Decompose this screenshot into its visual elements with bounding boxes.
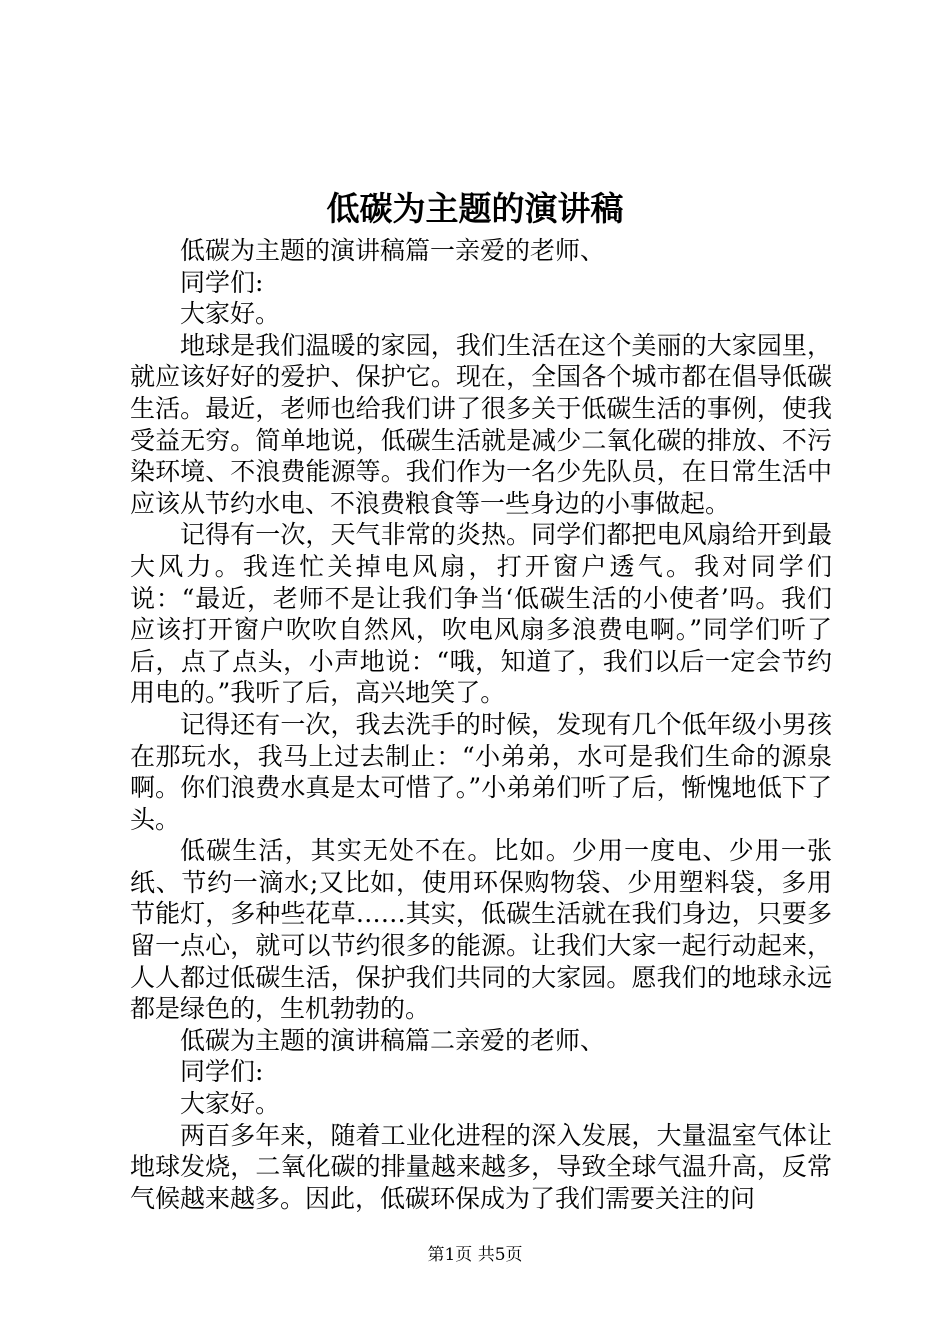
- paragraph: 两百多年来，随着工业化进程的深入发展，大量温室气体让地球发烧，二氧化碳的排量越来越多，导致全球气温升高，反常气候越来越多。因此，低碳环保成为了我们需要关注的问: [130, 1120, 832, 1213]
- document-title: 低碳为主题的演讲稿: [326, 189, 624, 228]
- paragraph: 低碳生活，其实无处不在。比如。少用一度电、少用一张纸、节约一滴水;又比如，使用环保购物袋、少用塑料袋，多用节能灯，多种些花草……其实，低碳生活就在我们身边，只要多留一点心，就可以节约很多的能源。让我们大家一起行动起来，人人都过低碳生活，保护我们共同的大家园。愿我们的地球永远都是绿色的，生机勃勃的。: [130, 836, 832, 1024]
- page-number-footer: 第1页 共5页: [427, 1245, 523, 1265]
- document-body: [130, 235, 832, 1214]
- paragraph: 同学们:: [180, 267, 264, 297]
- paragraph: 大家好。: [180, 299, 281, 329]
- paragraph: 记得有一次，天气非常的炎热。同学们都把电风扇给开到最大风力。我连忙关掉电风扇，打开窗户透气。我对同学们说：“最近，老师不是让我们争当‘低碳生活的小使者’吗。我们应该打开窗户吹吹自然风，吹电风扇多浪费电啊。”同学们听了后，点了点头，小声地说：“哦，知道了，我们以后一定会节约用电的。”我听了后，高兴地笑了。: [130, 520, 832, 708]
- paragraph: 记得还有一次，我去洗手的时候，发现有几个低年级小男孩在那玩水，我马上过去制止：“小弟弟，水可是我们生命的源泉啊。你们浪费水真是太可惜了。”小弟弟们听了后，惭愧地低下了头。: [130, 709, 832, 834]
- paragraph: 低碳为主题的演讲稿篇二亲爱的老师、: [180, 1025, 606, 1055]
- paragraph: 同学们:: [180, 1057, 264, 1087]
- paragraph: 地球是我们温暖的家园，我们生活在这个美丽的大家园里，就应该好好的爱护、保护它。现在，全国各个城市都在倡导低碳生活。最近，老师也给我们讲了很多关于低碳生活的事例，使我受益无穷。简单地说，低碳生活就是减少二氧化碳的排放、不污染环境、不浪费能源等。我们作为一名少先队员，在日常生活中应该从节约水电、不浪费粮食等一些身边的小事做起。: [130, 330, 832, 518]
- paragraph: 低碳为主题的演讲稿篇一亲爱的老师、: [180, 236, 606, 265]
- paragraph: 大家好。: [180, 1089, 281, 1119]
